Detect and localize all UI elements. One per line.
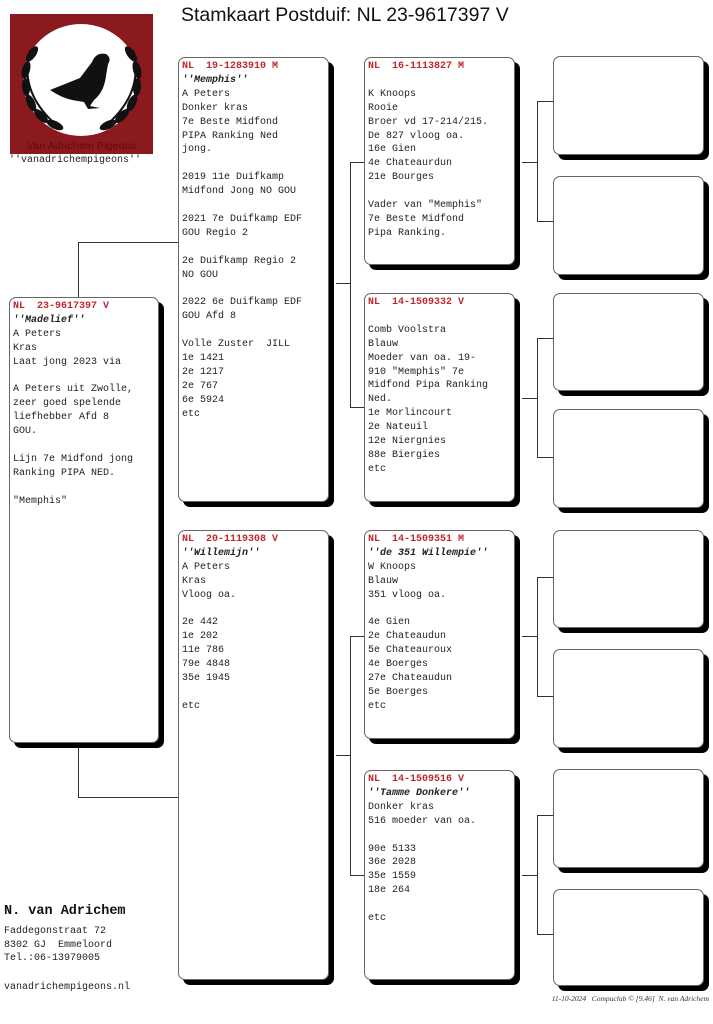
detail-line: 35e 1945 (182, 673, 231, 685)
connector-line (78, 242, 178, 243)
detail-line: 11e 786 (182, 645, 225, 657)
detail-line: Laat jong 2023 via (13, 356, 122, 368)
detail-line: Broer vd 17-214/215. (368, 116, 489, 128)
detail-line: 4e Boerges (368, 659, 429, 671)
pigeon-name (368, 74, 511, 88)
pedigree-card-subject (9, 297, 159, 743)
detail-line: Rooie (368, 102, 399, 114)
connector-line (537, 696, 553, 697)
connector-line (336, 283, 350, 284)
pedigree-card-empty (553, 293, 704, 391)
pedigree-card-empty (553, 649, 704, 748)
pedigree-card-empty (553, 530, 704, 628)
owner-name: N. van Adrichem (4, 904, 126, 919)
detail-line: 16e Gien (368, 144, 417, 156)
detail-line: "Memphis" (13, 495, 68, 507)
detail-line: 4e Gien (368, 617, 411, 629)
card-details (368, 801, 511, 926)
detail-line: De 827 vloog oa. (368, 130, 465, 142)
detail-line: etc (368, 913, 387, 925)
connector-line (78, 797, 178, 798)
detail-line: 516 moeder van oa. (368, 815, 477, 827)
ring-number: NL 14-1509351 M (368, 534, 465, 545)
logo-text: Van Adrichem Pigeons (26, 140, 137, 152)
detail-line (13, 481, 155, 495)
connector-line (522, 875, 537, 876)
ring-number: NL 20-1119308 V (182, 534, 279, 545)
card-details (182, 88, 325, 422)
detail-line (182, 282, 325, 296)
detail-line: Blauw (368, 338, 399, 350)
detail-line: 7e Beste Midfond (182, 116, 279, 128)
card-details (368, 561, 511, 714)
detail-line: 2e 442 (182, 617, 219, 629)
pedigree-card-father-mother (364, 293, 515, 502)
detail-line (368, 185, 511, 199)
kennel-name: ''vanadrichempigeons'' (9, 155, 142, 166)
ring-number: NL 16-1113827 M (368, 61, 465, 72)
detail-line: Volle Zuster JILL (182, 339, 291, 351)
card-details (182, 561, 325, 714)
detail-line: Ranking PIPA NED. (13, 467, 116, 479)
detail-line: Pipa Ranking. (368, 227, 447, 239)
connector-line (537, 815, 553, 816)
connector-line (350, 407, 364, 408)
owner-info (4, 904, 126, 966)
connector-line (537, 101, 538, 222)
connector-line (537, 934, 553, 935)
detail-line: Donker kras (182, 102, 249, 114)
detail-line (182, 199, 325, 213)
pigeon-name: ''de 351 Willempie'' (368, 547, 489, 559)
detail-line: 6e 5924 (182, 394, 225, 406)
detail-line: 351 vloog oa. (368, 589, 447, 601)
detail-line: 2022 6e Duifkamp EDF (182, 297, 303, 309)
owner-street: Faddegonstraat 72 (4, 926, 107, 937)
detail-line: 2e Chateaudun (368, 631, 447, 643)
detail-line: 2e Nateuil (368, 422, 429, 434)
card-details (368, 88, 511, 241)
ring-number: NL 14-1509332 V (368, 297, 465, 308)
connector-line (336, 755, 350, 756)
detail-line (368, 898, 511, 912)
connector-line (78, 745, 79, 797)
detail-line: 2e 1217 (182, 366, 225, 378)
detail-line: 2021 7e Duifkamp EDF (182, 213, 303, 225)
detail-line (182, 603, 325, 617)
kennel-logo (10, 14, 153, 154)
detail-line: etc (368, 463, 387, 475)
detail-line: A Peters (182, 561, 231, 573)
card-details (368, 324, 511, 477)
detail-line: 21e Bourges (368, 172, 435, 184)
page-title: Stamkaart Postduif: NL 23-9617397 V (181, 4, 509, 26)
ring-number: NL 14-1509516 V (368, 774, 465, 785)
detail-line: A Peters uit Zwolle, (13, 384, 134, 396)
detail-line (13, 439, 155, 453)
detail-line (368, 603, 511, 617)
detail-line: 910 "Memphis" 7e (368, 366, 465, 378)
detail-line: 1e 202 (182, 631, 219, 643)
pedigree-card-father (178, 57, 329, 502)
detail-line: 2019 11e Duifkamp (182, 172, 285, 184)
detail-line: Comb Voolstra (368, 324, 447, 336)
connector-line (350, 875, 364, 876)
detail-line: GOU Regio 2 (182, 227, 249, 239)
detail-line: Blauw (368, 575, 399, 587)
detail-line: 1e Morlincourt (368, 408, 453, 420)
detail-line: etc (182, 700, 201, 712)
pedigree-card-empty (553, 56, 704, 155)
detail-line: etc (368, 700, 387, 712)
detail-line (182, 324, 325, 338)
detail-line: NO GOU (182, 269, 219, 281)
detail-line: Vloog oa. (182, 589, 237, 601)
connector-line (350, 162, 351, 408)
detail-line: liefhebber Afd 8 (13, 412, 110, 424)
detail-line: etc (182, 408, 201, 420)
connector-line (537, 221, 553, 222)
detail-line: Ned. (368, 394, 393, 406)
detail-line: jong. (182, 144, 213, 156)
ring-number: NL 19-1283910 M (182, 61, 279, 72)
connector-line (350, 636, 351, 876)
detail-line: GOU. (13, 426, 38, 438)
pedigree-card-empty (553, 176, 704, 275)
detail-line: 79e 4848 (182, 659, 231, 671)
detail-line: zeer goed spelende (13, 398, 122, 410)
pigeon-name: ''Madelief'' (13, 314, 86, 326)
detail-line: Kras (182, 575, 207, 587)
pedigree-card-mother-father (364, 530, 515, 739)
pedigree-card-father-father (364, 57, 515, 265)
detail-line: Donker kras (368, 801, 435, 813)
detail-line: Midfond Pipa Ranking (368, 380, 489, 392)
detail-line (182, 157, 325, 171)
footer-text: 11-10-2024 Compuclub © [9.46] N. van Adrichem (551, 994, 709, 1003)
detail-line: 12e Niergnies (368, 436, 447, 448)
detail-line: 36e 2028 (368, 857, 417, 869)
connector-line (350, 636, 364, 637)
connector-line (522, 162, 537, 163)
pigeon-wreath-icon (10, 14, 153, 154)
detail-line: 2e 767 (182, 380, 219, 392)
pedigree-card-mother-mother (364, 770, 515, 980)
owner-website[interactable]: vanadrichempigeons.nl (4, 982, 131, 993)
detail-line: Midfond Jong NO GOU (182, 186, 297, 198)
connector-line (522, 636, 537, 637)
connector-line (537, 577, 553, 578)
connector-line (522, 398, 537, 399)
detail-line (368, 829, 511, 843)
connector-line (537, 338, 538, 458)
detail-line (182, 241, 325, 255)
detail-line: 2e Duifkamp Regio 2 (182, 255, 297, 267)
connector-line (537, 338, 553, 339)
detail-line: A Peters (13, 328, 62, 340)
detail-line: 5e Chateauroux (368, 645, 453, 657)
connector-line (537, 101, 553, 102)
detail-line: 4e Chateaurdun (368, 158, 453, 170)
detail-line: Kras (13, 342, 38, 354)
detail-line: A Peters (182, 88, 231, 100)
pedigree-card-empty (553, 889, 704, 986)
detail-line: 88e Biergies (368, 449, 441, 461)
detail-line: K Knoops (368, 88, 417, 100)
detail-line: 90e 5133 (368, 843, 417, 855)
card-details (13, 328, 155, 509)
owner-city: 8302 GJ Emmeloord (4, 939, 113, 951)
connector-line (350, 162, 364, 163)
connector-line (537, 577, 538, 697)
owner-phone: Tel.:06-13979005 (4, 953, 101, 964)
detail-line: 27e Chateaudun (368, 673, 453, 685)
detail-line: Moeder van oa. 19- (368, 352, 477, 364)
detail-line: 18e 264 (368, 885, 411, 897)
detail-line: Vader van "Memphis" (368, 200, 483, 212)
detail-line: GOU Afd 8 (182, 311, 237, 323)
ring-number: NL 23-9617397 V (13, 301, 110, 312)
detail-line (182, 686, 325, 700)
connector-line (537, 815, 538, 935)
pedigree-card-mother (178, 530, 329, 980)
detail-line: W Knoops (368, 561, 417, 573)
pedigree-card-empty (553, 769, 704, 868)
detail-line: 35e 1559 (368, 871, 417, 883)
connector-line (78, 242, 79, 297)
detail-line: 7e Beste Midfond (368, 213, 465, 225)
detail-line: 1e 1421 (182, 352, 225, 364)
connector-line (537, 457, 553, 458)
pigeon-name: ''Willemijn'' (182, 547, 261, 559)
detail-line (13, 370, 155, 384)
detail-line: 5e Boerges (368, 686, 429, 698)
detail-line: PIPA Ranking Ned (182, 130, 279, 142)
pigeon-name: ''Memphis'' (182, 74, 249, 86)
pedigree-card-empty (553, 409, 704, 508)
pigeon-name: ''Tamme Donkere'' (368, 787, 471, 799)
detail-line: Lijn 7e Midfond jong (13, 453, 134, 465)
pigeon-name (368, 310, 511, 324)
